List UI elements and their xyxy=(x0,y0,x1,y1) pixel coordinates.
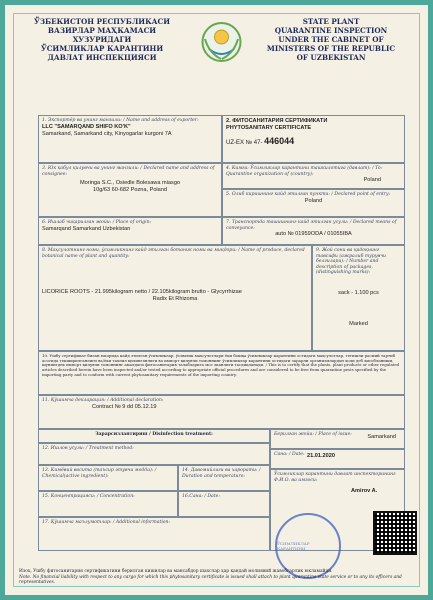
concentration-label: 15. Концентрацияси: / Concentration: xyxy=(42,494,135,499)
certificate-title: 2. ФИТОСАНИТАРИЯ СЕРТИФИКАТИ xyxy=(226,118,328,124)
footer-note-uz: Изоҳ. Ушбу фитосанитария сертификатини берилган кишилар ва мансабдор шахслар ҳар қандай молиявий жавобгарлик юкламайди. xyxy=(19,569,333,574)
issue-place-value: Samarkand xyxy=(367,434,396,440)
disinfection-title: Зарарсизлантириш / Disinfection treatment: xyxy=(95,432,213,437)
conveyance-cell xyxy=(222,217,405,245)
origin-label: 6. Ишлаб чиқарилган жойи: / Place of origin: xyxy=(42,220,152,225)
treatment-method-label: 12. Ишлов усули: / Treatment method: xyxy=(42,446,134,451)
header-left-line: ХУЗУРИДАГИ xyxy=(72,35,132,44)
to-organization-value: Poland xyxy=(363,177,381,184)
duration-label: 14. Давомийлиги ва харорати: / Duration and temperature: xyxy=(182,468,261,479)
entry-point-label: 5. Олиб киришнинг кайд этилган пункти: / Declared point of entry: xyxy=(226,192,391,197)
issue-date-label: Сана: / Date: xyxy=(274,452,305,457)
footer-note-en: Note. No financial liability with respect to any cargo for which this phytosanitary certificate is issued shall attach to plant quarantine state service or to any its officers and representatives. xyxy=(19,574,402,585)
issue-date-value: 21.01.2020 xyxy=(307,453,335,459)
header-right-line: OF UZBEKISTAN xyxy=(296,53,366,62)
produce-cell xyxy=(38,245,312,351)
additional-declaration-cell xyxy=(38,395,405,429)
consignee-label: 3. Юк қабул қилувчи ва унинг манзили: / Declared name and address of consignee: xyxy=(42,166,215,177)
exporter-address: Samarkand, Samarkand city, Kinyogarlar kurgoni 7A xyxy=(42,130,172,137)
to-organization-label: 4. Кимга: Ўсимликлар карантини ташкилотига (давлат): / To: Quarantine organization of (country): xyxy=(226,166,383,177)
header-right-line: STATE PLANT xyxy=(302,17,360,26)
certificate-prefix: UZ-EX № 47- xyxy=(226,140,263,146)
certificate-number-line xyxy=(226,138,401,147)
consignee-line: Moringa S.C., Osiedle Bolesawa miasgo xyxy=(79,180,181,187)
issue-place-cell xyxy=(270,429,405,449)
certificate-number: 446044 xyxy=(264,136,295,146)
header-left xyxy=(17,17,187,62)
exporter-cell xyxy=(38,115,222,163)
produce-label: 8. Маҳсулотнинг номи, ўсимликнинг кайд этилган ботаник номи ва миқдори: / Name of produce, declared botanical name of plant and quantity: xyxy=(42,248,305,259)
packages-label: 9. Жой сони ва қадоқнинг тавсифи (ажралиб турувчи белгилари): / Number and description of packages, (distinguishing marks): xyxy=(316,248,387,276)
header-right-line: UNDER THE CABINET OF xyxy=(278,35,384,44)
entry-point-value: Poland xyxy=(304,197,323,204)
treatment-date-label: 16.Сана: / Date: xyxy=(182,494,220,499)
stamp-text: ЎСИМЛИКЛАР КАРАНТИНИ xyxy=(277,541,310,551)
header-left-line: ДАВЛАТ ИНСПЕКЦИЯСИ xyxy=(47,53,157,62)
certificate-cell xyxy=(222,115,405,163)
chemical-label: 13. Кимёвий восита (таъсир этувчи модда): / Chemical(active ingredient): xyxy=(42,468,157,479)
officer-label: Ўсимликлар карантини давлат инспекторининг Ф.И.О. ва имзоси: xyxy=(274,472,396,483)
issue-place-label: Берилган жойи: / Place of issue: xyxy=(274,432,352,437)
state-emblem-icon xyxy=(199,19,244,65)
concentration-cell xyxy=(38,491,178,517)
declaration-cell xyxy=(38,351,405,395)
treatment-date-cell xyxy=(178,491,270,517)
disinfection-header xyxy=(38,429,270,443)
duration-cell xyxy=(178,465,270,491)
header-left-line: ВАЗИРЛАР МАҲКАМАСИ xyxy=(47,26,157,35)
consignee-line: 10g/63 60-682 Pozna, Poland xyxy=(92,187,168,194)
additional-info-cell xyxy=(38,517,270,551)
exporter-name: LLC "SAMARQAND SHIFO KO'K" xyxy=(42,123,131,130)
header-right-line: MINISTERS OF THE REPUBLIC xyxy=(266,44,396,53)
header-left-line: ЎСИМЛИКЛАР КАРАНТИНИ xyxy=(40,44,164,53)
qr-code xyxy=(373,511,417,555)
packages-marks: Marked xyxy=(349,320,368,327)
to-organization-cell xyxy=(222,163,405,189)
additional-declaration-label: 11. Қўшимча декларация: / Additional declaration: xyxy=(42,398,164,403)
packages-value: sack - 1.100 pcs xyxy=(338,289,379,296)
produce-value-botanical: Radix Et Rhizoma xyxy=(152,296,198,303)
conveyance-value: auto № 01959ODA / 01055IBA xyxy=(275,231,352,238)
chemical-cell xyxy=(38,465,178,491)
additional-info-label: 17. Қўшимча маълумотлар: / Additional information: xyxy=(42,520,171,525)
entry-point-cell xyxy=(222,189,405,217)
officer-name: Amirov A. xyxy=(351,488,378,494)
origin-value: Samarqand Samarkand Uzbekistan xyxy=(42,225,131,232)
produce-value: LICORICE ROOTS - 21.995kilogram netto / 22.105kilogram brutto - Glycyrrhizae xyxy=(42,289,242,296)
declaration-text: 10. Ушбу сертификат билан юкорида кайд этилган ўсимликлар, ўсимлик маҳсулотлари ёки бошқа ўсимликлар карантини остидаги маҳсулотлар, тегишли расмий тартиб асосида текширилганлиги ва/ёки тахлил қилинганлиги ва импорт қилувчи томоннинг ўсимликлар карантини остидаги зарарли организмлардан ҳоли деб ҳисобланиши, шунингдек импорт қилувчи томоннинг амалдаги фитосанитария талабларига мос эканлиги тасдиқланади. / This is to certify that the plants, plant products or other regulated articles described herein have been inspected and/or tested according to appropriate official procedures and are considered to be free from quarantine pests specified by the importing party and to conform with current phytosanitary requirements of the importing country. xyxy=(42,353,400,377)
certificate-title-en: PHYTOSANITARY CERTIFICATE xyxy=(226,125,312,131)
exporter-label: 1. Экспортёр ва унинг манзили: / Name and address of exporter: xyxy=(42,118,199,123)
additional-declaration-value: Contract № 9 dd 05.12.19 xyxy=(92,403,157,410)
origin-cell xyxy=(38,217,222,245)
header-right xyxy=(246,17,416,62)
issue-date-cell xyxy=(270,449,405,469)
header-right-line: QUARANTINE INSPECTION xyxy=(274,26,388,35)
footer-note xyxy=(19,569,424,586)
header-left-line: ЎЗБЕКИСТОН РЕСПУБЛИКАСИ xyxy=(33,17,170,26)
treatment-method-cell xyxy=(38,443,270,465)
conveyance-label: 7. Транспортда ташишнинг кайд этилган усули: / Declared means of conveyance: xyxy=(226,220,397,231)
consignee-cell xyxy=(38,163,222,217)
packages-cell xyxy=(312,245,405,351)
